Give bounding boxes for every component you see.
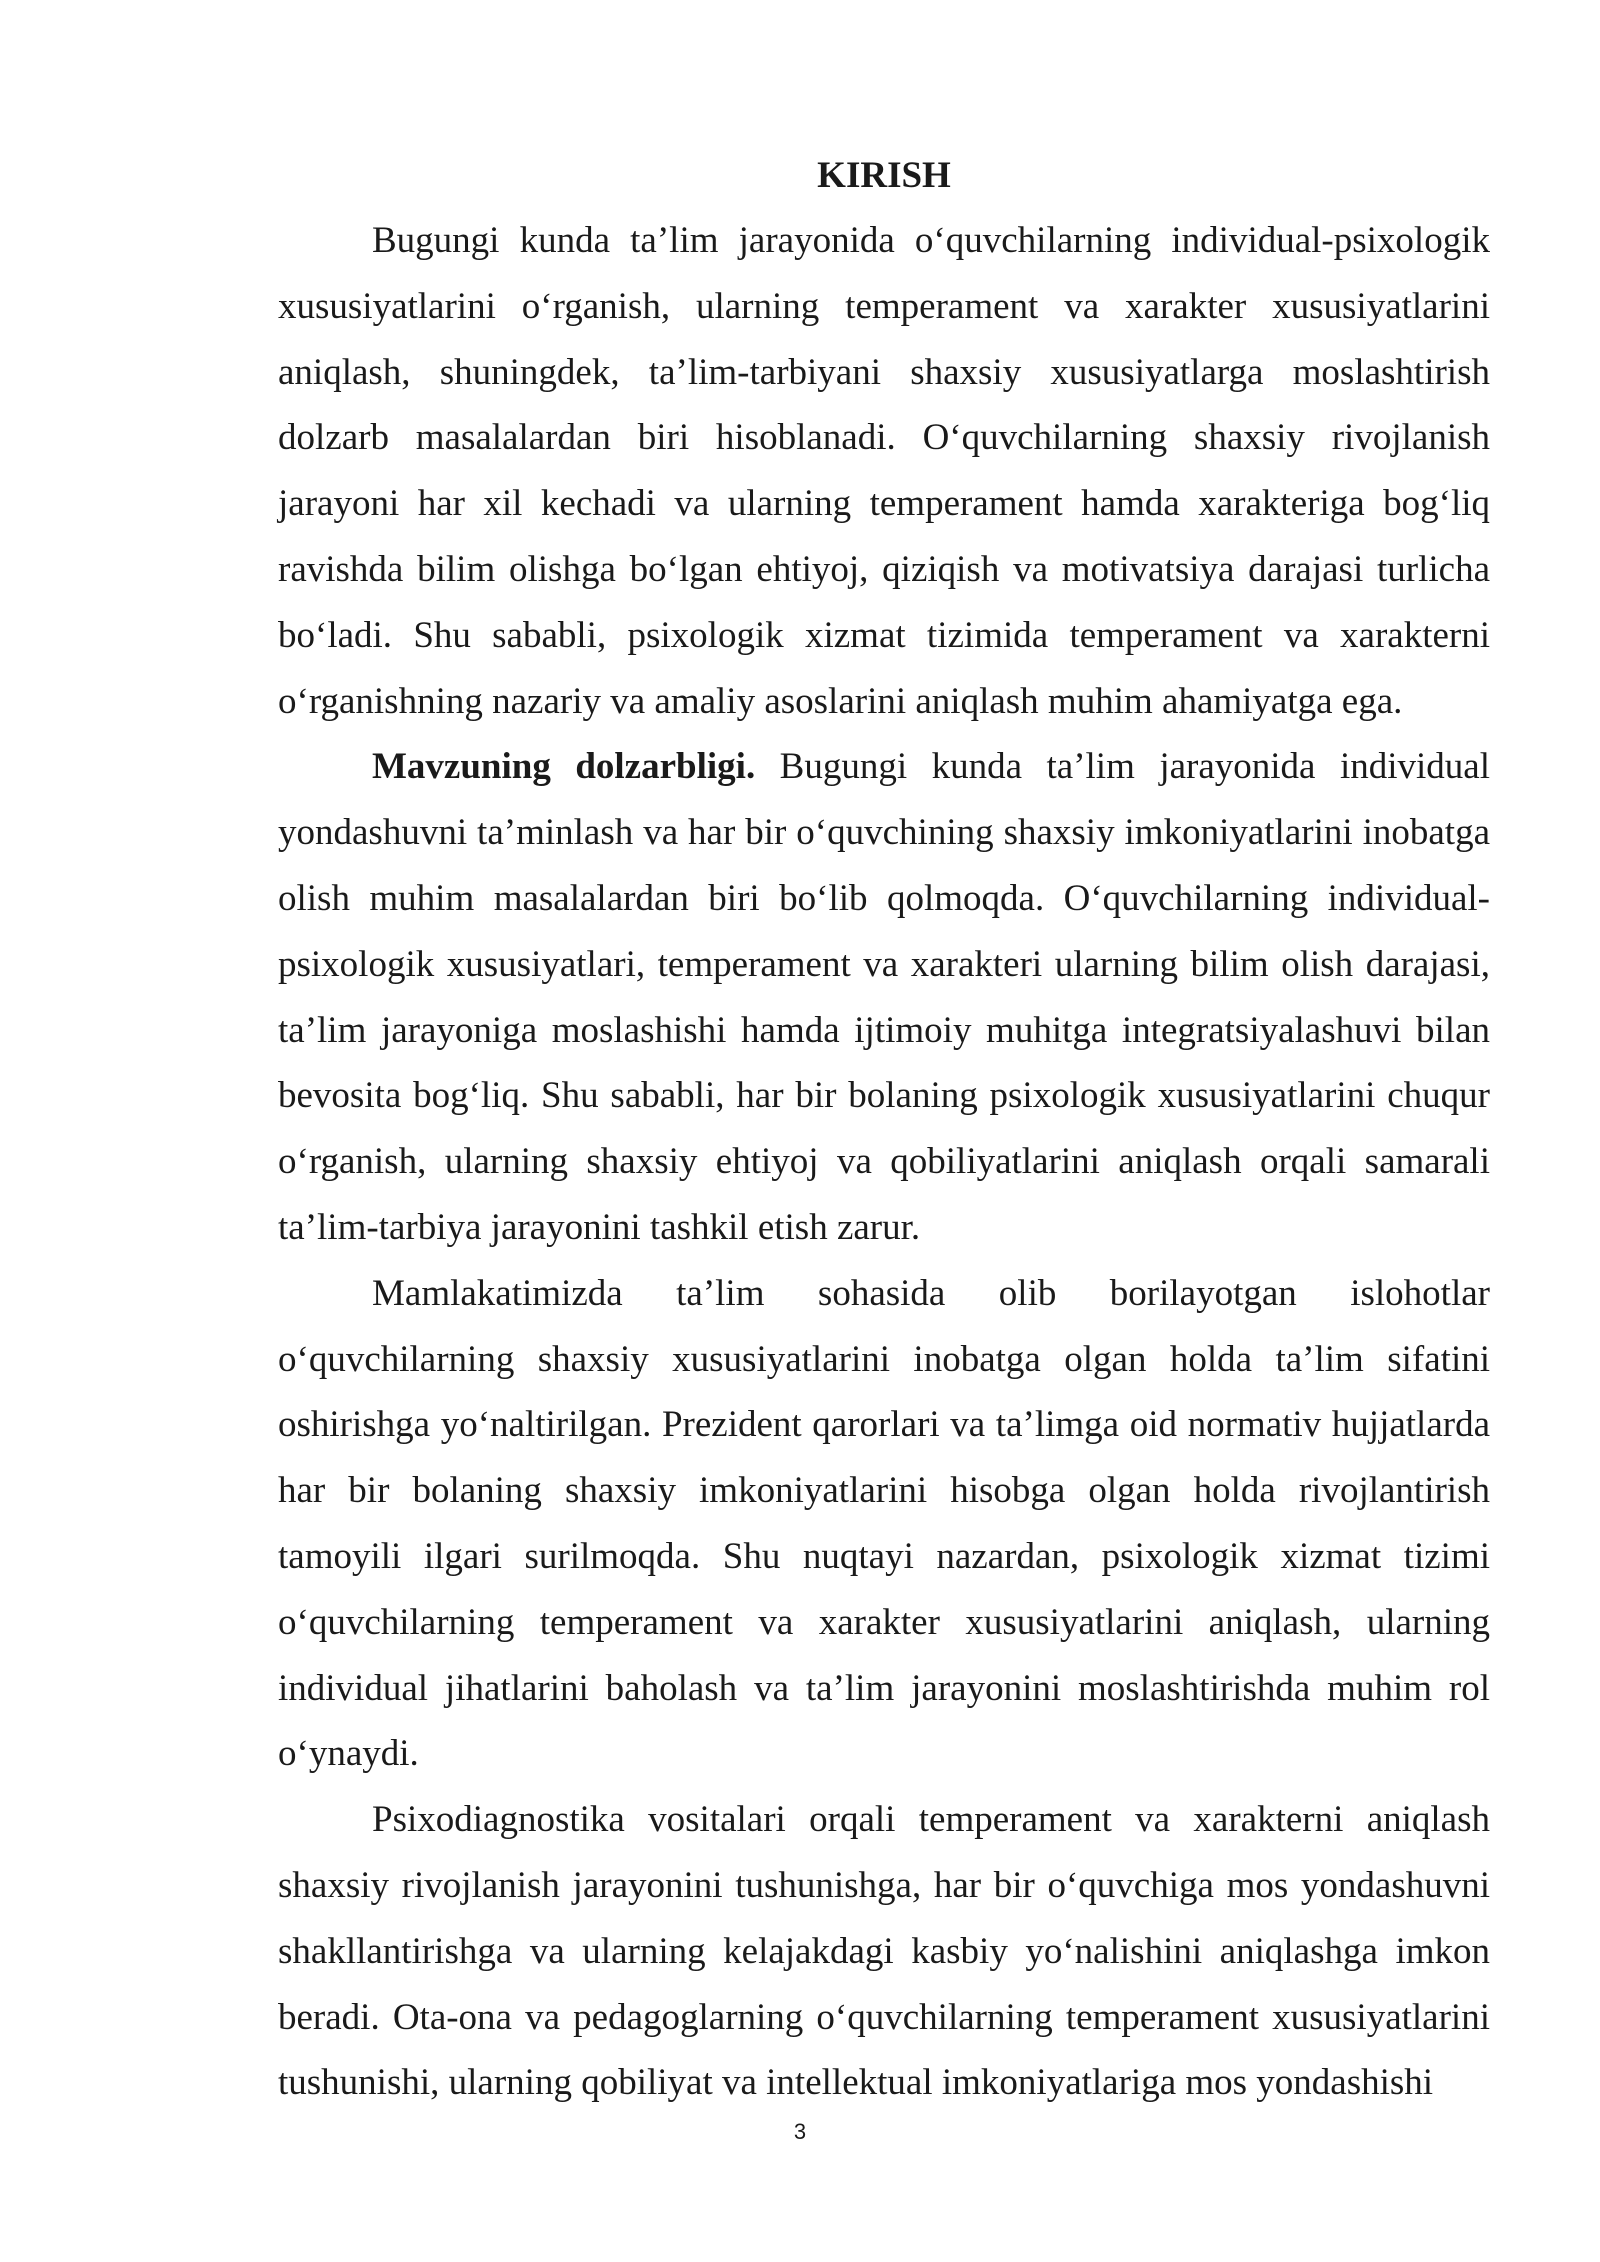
paragraph-relevance: [278, 734, 1490, 1260]
paragraph-psychodiagnostics: [278, 1787, 1490, 2116]
paragraph-intro: [278, 208, 1490, 734]
paragraph-lead-relevance: Mavzuning dolzarbligi.: [372, 746, 756, 788]
paragraph-text: Mamlakatimizda ta’lim sohasida olib borilayotgan islohotlar o‘quvchilarning shaxsiy xususiyatlarini inobatga olgan holda ta’lim sifatini oshirishga yo‘naltirilgan. Prezident qarorlari va ta’limga oid normativ hujjatlarda har bir bolaning shaxsiy imkoniyatlarini hisobga olgan holda rivojlantirish tamoyili ilgari surilmoqda. Shu nuqtayi nazardan, psixologik xizmat tizimi o‘quvchilarning temperament va xarakter xususiyatlarini aniqlash, ularning individual jihatlarini baholash va ta’lim jarayonini moslashtirishda muhim rol o‘ynaydi.: [278, 1272, 1490, 1775]
paragraph-text: Bugungi kunda ta’lim jarayonida o‘quvchilarning individual-psixologik xususiyatlarini o‘rganish, ularning temperament va xarakter xususiyatlarini aniqlash, shuningdek, ta’lim-tarbiyani shaxsiy xususiyatlarga moslashtirish dolzarb masalalardan biri hisoblanadi. O‘quvchilarning shaxsiy rivojlanish jarayoni har xil kechadi va ularning temperament hamda xarakteriga bog‘liq ravishda bilim olishga bo‘lgan ehtiyoj, qiziqish va motivatsiya darajasi turlicha bo‘ladi. Shu sababli, psixologik xizmat tizimida temperament va xarakterni o‘rganishning nazariy va amaliy asoslarini aniqlash muhim ahamiyatga ega.: [278, 220, 1490, 722]
paragraph-text: Bugungi kunda ta’lim jarayonida individual yondashuvni ta’minlash va har bir o‘quvchining shaxsiy imkoniyatlarini inobatga olish muhim masalalardan biri bo‘lib qolmoqda. O‘quvchilarning individual-psixologik xususiyatlari, temperament va xarakteri ularning bilim olish darajasi, ta’lim jarayoniga moslashishi hamda ijtimoiy muhitga integratsiyalashuvi bilan bevosita bog‘liq. Shu sababli, har bir bolaning psixologik xususiyatlarini chuqur o‘rganish, ularning shaxsiy ehtiyoj va qobiliyatlarini aniqlash orqali samarali ta’lim-tarbiya jarayonini tashkil etish zarur.: [278, 746, 1490, 1248]
paragraph-reforms: [278, 1261, 1490, 1787]
section-title: KIRISH: [817, 155, 951, 196]
page-number: 3: [793, 2119, 807, 2144]
paragraph-text: Psixodiagnostika vositalari orqali temperament va xarakterni aniqlash shaxsiy rivojlanish jarayonini tushunishga, har bir o‘quvchiga mos yondashuvni shakllantirishga va ularning kelajakdagi kasbiy yo‘nalishini aniqlashga imkon beradi. Ota-ona va pedagoglarning o‘quvchilarning temperament xususiyatlarini tushunishi, ularning qobiliyat va intellektual imkoniyatlariga mos yondashishi: [278, 1799, 1490, 2104]
page-content: [278, 148, 1490, 2116]
